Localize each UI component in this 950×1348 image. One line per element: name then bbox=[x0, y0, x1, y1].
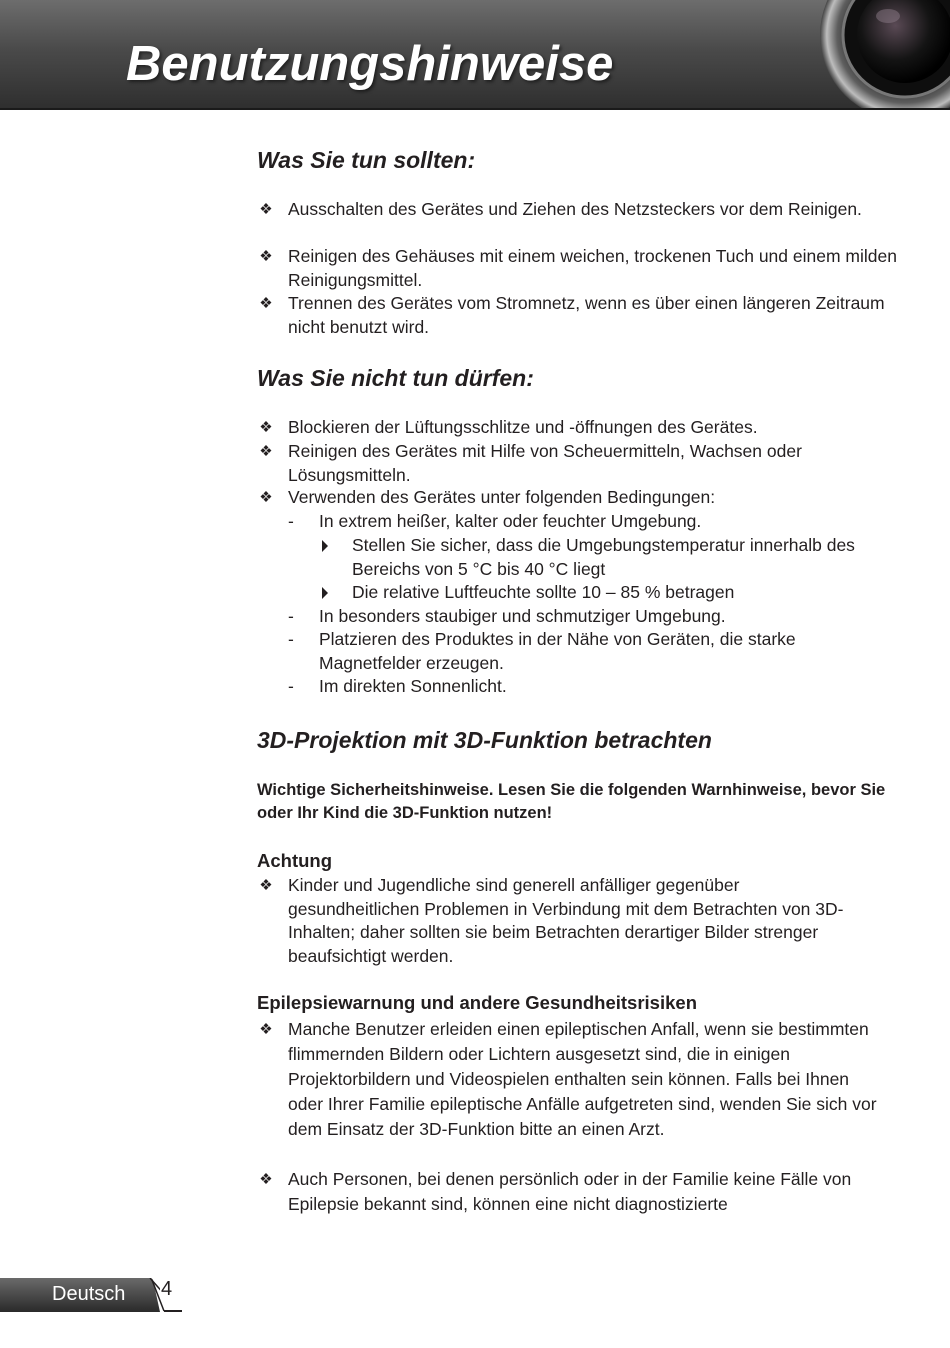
condition-text: In besonders staubiger und schmutziger Umgebung. bbox=[319, 606, 726, 626]
list-item bbox=[257, 416, 897, 440]
page-footer bbox=[0, 1278, 200, 1314]
list-item bbox=[257, 245, 897, 292]
attention-heading: Achtung bbox=[257, 850, 333, 871]
list-item-text: Trennen des Gerätes vom Stromnetz, wenn es über einen längeren Zeitraum nicht benutzt wird. bbox=[288, 293, 885, 337]
diamond-bullet-icon: ❖ bbox=[259, 443, 273, 460]
page-number: 4 bbox=[161, 1278, 173, 1300]
condition-text: Platzieren des Produktes in der Nähe von Geräten, die starke Magnetfelder erzeugen. bbox=[319, 629, 796, 673]
condition-item bbox=[288, 628, 888, 675]
section-heading-3d: 3D-Projektion mit 3D-Funktion betrachten bbox=[257, 727, 712, 753]
lens-icon bbox=[820, 0, 950, 110]
diamond-bullet-icon: ❖ bbox=[259, 489, 273, 506]
condition-item bbox=[288, 675, 888, 699]
diamond-bullet-icon: ❖ bbox=[259, 201, 273, 218]
list-item-text: Auch Personen, bei denen persönlich oder in der Familie keine Fälle von Epilepsie bekannt sind, können eine nicht diagnostizierte bbox=[288, 1169, 852, 1214]
triangle-bullet-icon bbox=[320, 587, 330, 599]
diamond-bullet-icon: ❖ bbox=[259, 295, 273, 312]
dash-bullet: - bbox=[288, 676, 294, 696]
triangle-bullet-icon bbox=[320, 540, 330, 552]
condition-item bbox=[288, 510, 888, 534]
list-item bbox=[257, 486, 897, 510]
diamond-bullet-icon: ❖ bbox=[259, 877, 273, 894]
condition-text: Im direkten Sonnenlicht. bbox=[319, 676, 507, 696]
header-banner bbox=[0, 0, 950, 110]
diamond-bullet-icon: ❖ bbox=[259, 419, 273, 436]
dash-bullet: - bbox=[288, 511, 294, 531]
diamond-bullet-icon: ❖ bbox=[259, 248, 273, 265]
condition-text: In extrem heißer, kalter oder feuchter Umgebung. bbox=[319, 511, 702, 531]
subcondition-item bbox=[320, 581, 880, 605]
subcondition-text: Die relative Luftfeuchte sollte 10 – 85 % betragen bbox=[352, 582, 735, 602]
list-item bbox=[257, 874, 867, 968]
list-item bbox=[257, 440, 897, 487]
epilepsy-heading: Epilepsiewarnung und andere Gesundheitsrisiken bbox=[257, 992, 697, 1013]
list-item bbox=[257, 1017, 887, 1142]
list-item-text: Verwenden des Gerätes unter folgenden Bedingungen: bbox=[288, 487, 716, 507]
list-item-text: Reinigen des Gehäuses mit einem weichen, trockenen Tuch und einem milden Reinigungsmittel. bbox=[288, 246, 897, 290]
list-item bbox=[257, 292, 897, 339]
subcondition-text: Stellen Sie sicher, dass die Umgebungstemperatur innerhalb des Bereichs von 5 °C bis 40 °C liegt bbox=[352, 535, 855, 579]
safety-warning: Wichtige Sicherheitshinweise. Lesen Sie die folgenden Warnhinweise, bevor Sie oder Ihr Kind die 3D-Funktion nutzen! bbox=[257, 781, 886, 822]
list-item-text: Ausschalten des Gerätes und Ziehen des Netzsteckers vor dem Reinigen. bbox=[288, 199, 862, 219]
list-item bbox=[257, 1167, 867, 1217]
list-item-text: Manche Benutzer erleiden einen epileptischen Anfall, wenn sie bestimmten flimmernden Bildern oder Lichtern ausgesetzt sind, die in einigen Projektorbildern und Videospielen enthalten sein können. Falls bei Ihnen oder Ihrer Familie epileptische Anfälle aufgetreten sind, wenden Sie sich vor dem Einsatz der 3D-Funktion bitte an einen Arzt. bbox=[288, 1019, 877, 1139]
dash-bullet: - bbox=[288, 629, 294, 649]
condition-item bbox=[288, 605, 888, 629]
section-heading-do: Was Sie tun sollten: bbox=[257, 147, 476, 173]
list-item-text: Reinigen des Gerätes mit Hilfe von Scheuermitteln, Wachsen oder Lösungsmitteln. bbox=[288, 441, 802, 485]
list-item bbox=[257, 198, 897, 222]
list-item-text: Kinder und Jugendliche sind generell anfälliger gegenüber gesundheitlichen Problemen in Verbindung mit dem Betrachten von 3D-Inhalten; daher sollten sie beim Betrachten derartiger Bilder strenger beaufsichtigt werden. bbox=[288, 875, 844, 966]
page-title: Benutzungshinweise bbox=[126, 37, 614, 91]
diamond-bullet-icon: ❖ bbox=[259, 1171, 273, 1188]
section-heading-dont: Was Sie nicht tun dürfen: bbox=[257, 365, 534, 391]
diamond-bullet-icon: ❖ bbox=[259, 1021, 273, 1038]
footer-language: Deutsch bbox=[52, 1283, 126, 1305]
subcondition-item bbox=[320, 534, 880, 581]
list-item-text: Blockieren der Lüftungsschlitze und -öffnungen des Gerätes. bbox=[288, 417, 758, 437]
dash-bullet: - bbox=[288, 606, 294, 626]
